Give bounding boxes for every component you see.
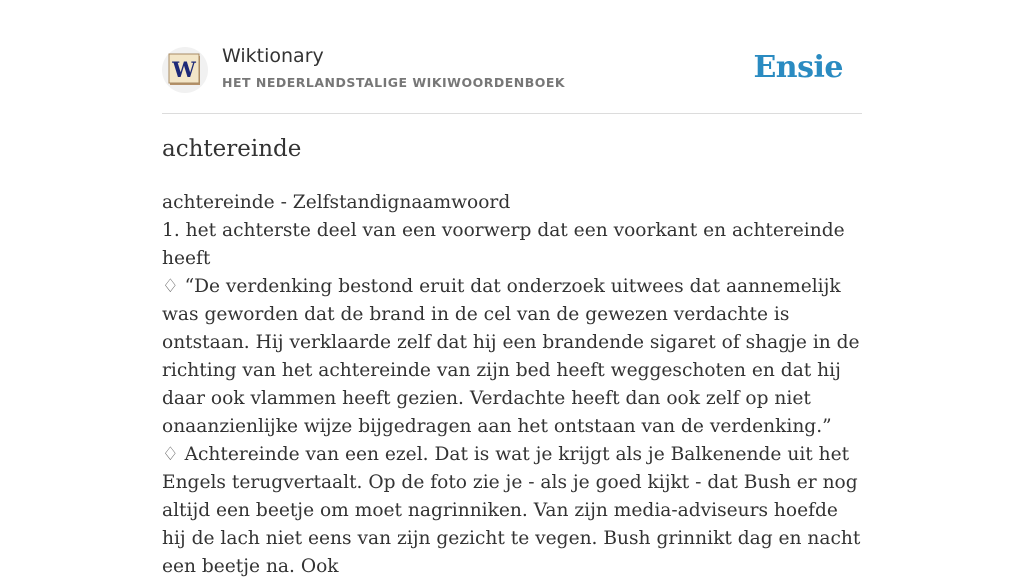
entry-content bbox=[162, 189, 862, 581]
site-subtitle: HET NEDERLANDSTALIGE WIKIWOORDENBOEK bbox=[222, 75, 566, 90]
example-text: “De verdenking bestond eruit dat onderzoek uitwees dat aannemelijk was geworden dat de brand in de cel van de gewezen verdachte is ontstaan. Hij verklaarde zelf dat hij een brandende sigaret of shagje in de richting van het achtereinde van zijn bed heeft weggeschoten en dat hij daar ook vlammen heeft gezien. Verdachte heeft dan ook zelf op niet onaanzienlijke wijze bijgedragen aan het ontstaan van de verdenking.” bbox=[162, 276, 860, 437]
page-container bbox=[162, 0, 862, 577]
site-header bbox=[162, 0, 862, 114]
diamond-icon: ♢ bbox=[162, 276, 179, 297]
part-of-speech-line: achtereinde - Zelfstandignaamwoord bbox=[162, 192, 511, 213]
logo-letter: W bbox=[172, 57, 196, 82]
definition-line: 1. het achterste deel van een voorwerp dat een voorkant en achtereinde heeft bbox=[162, 220, 845, 269]
diamond-icon: ♢ bbox=[162, 444, 179, 465]
wiktionary-tile-icon bbox=[167, 52, 203, 88]
wiktionary-logo[interactable] bbox=[162, 47, 208, 93]
page-title: achtereinde bbox=[162, 136, 302, 162]
example-paragraph bbox=[162, 273, 862, 441]
example-paragraph bbox=[162, 441, 862, 581]
site-name[interactable]: Wiktionary bbox=[222, 45, 324, 67]
ensie-brand-link[interactable]: Ensie bbox=[753, 50, 843, 85]
example-text: Achtereinde van een ezel. Dat is wat je krijgt als je Balkenende uit het Engels terugvertaalt. Op de foto zie je - als je goed kijkt - dat Bush er nog altijd een beetje om moet nagrinniken. Van zijn media-adviseurs hoefde hij de lach niet eens van zijn gezicht te vegen. Bush grinnikt dag en nacht een beetje na. Ook bbox=[162, 444, 861, 577]
